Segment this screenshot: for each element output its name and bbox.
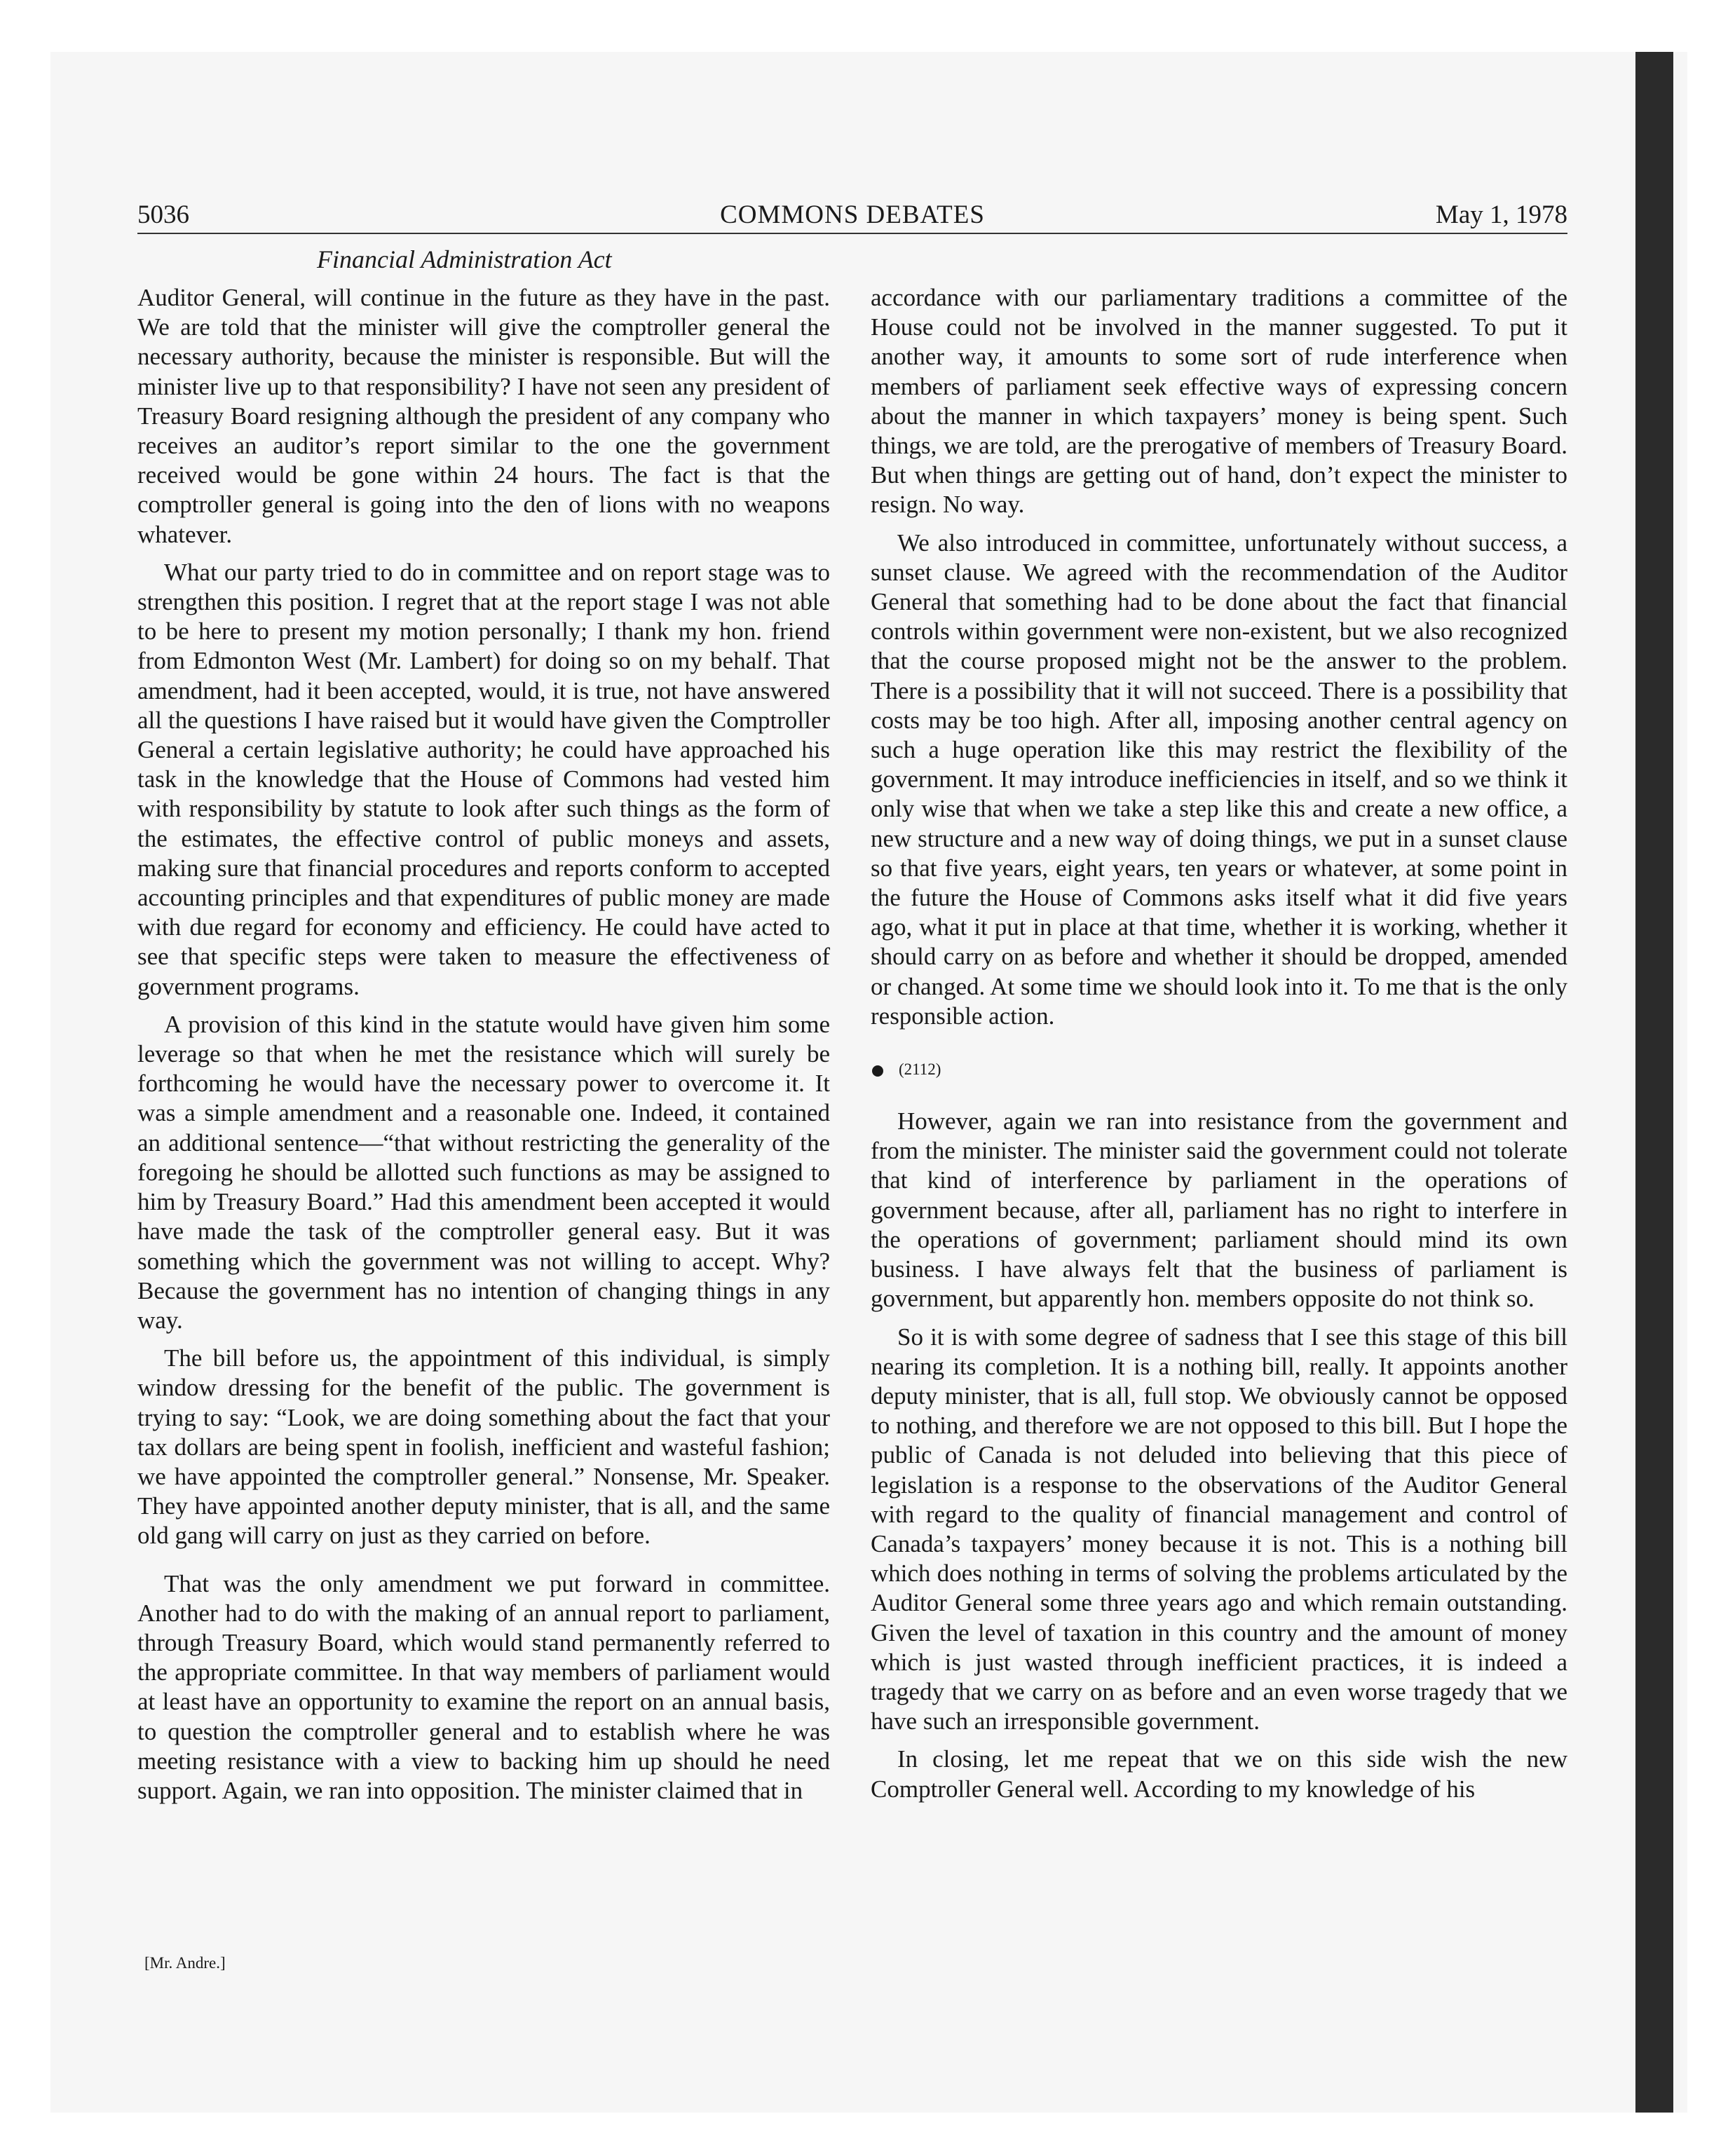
left-column <box>137 283 830 1806</box>
publication-date: May 1, 1978 <box>1435 200 1567 229</box>
paragraph: What our party tried to do in committee and on report stage was to strengthen this position. I regret that at the report stage I was not able to be here to present my motion personally; I thank my hon. friend from Edmonton West (Mr. Lambert) for doing so on my behalf. That amendment, had it been accepted, would, it is true, not have answered all the questions I have raised but it would have given the Comptroller General a certain legislative authority; he could have approached his task in the knowledge that the House of Commons had vested him with responsibility by statute to look after such things as the form of the estimates, the effective control of public moneys and assets, making sure that financial procedures and reports conform to accepted accounting principles and that expenditures of public money are made with due regard for economy and efficiency. He could have acted to see that specific steps were taken to measure the effectiveness of government programs. <box>137 558 830 1000</box>
page-header <box>137 198 1567 233</box>
section-title: Financial Administration Act <box>317 245 612 273</box>
paragraph: accordance with our parliamentary traditions a committee of the House could not be involved in the manner suggested. To put it another way, it amounts to some sort of rude interference when members of parliament seek effective ways of expressing concern about the manner in which taxpayers’ money is being spent. Such things, we are told, are the prerogative of members of Treasury Board. But when things are getting out of hand, don’t expect the minister to resign. No way. <box>871 284 1567 519</box>
header-rule <box>137 233 1567 234</box>
paragraph: However, again we ran into resistance from the government and from the minister. The minister said the government could not tolerate that kind of interference by parliament in the operations of government because, after all, parliament has no right to interfere in the operations of government; parliament should mind its own business. I have always felt that the business of parliament is government, but apparently hon. members opposite do not think so. <box>871 1107 1567 1313</box>
right-column <box>871 283 1567 1804</box>
paragraph: A provision of this kind in the statute would have given him some leverage so that when he met the resistance which will surely be forthcoming he would have the necessary power to overcome it. It was a simple amendment and a reasonable one. Indeed, it contained an additional sentence—“that without restricting the generality of the foregoing he should be allotted such functions as may be assigned to him by Treasury Board.” Had this amendment been accepted it would have made the task of the comptroller general easy. But it was something which the government was not willing to accept. Why? Because the government has no intention of changing things in any way. <box>137 1010 830 1334</box>
publication-title: COMMONS DEBATES <box>720 200 985 229</box>
paragraph: So it is with some degree of sadness that I see this stage of this bill nearing its completion. It is a nothing bill, really. It appoints another deputy minister, that is all, full stop. We obviously cannot be opposed to nothing, and therefore we are not opposed to this bill. But I hope the public of Canada is not deluded into believing that this piece of legislation is a response to the observations of the Auditor General with regard to the quality of financial management and control of Canada’s taxpayers’ money because it is not. This is a nothing bill which does nothing in terms of solving the problems articulated by the Auditor General some three years ago and which remain outstanding. Given the level of taxation in this country and the amount of money which is just wasted through inefficient practices, it is indeed a tragedy that we carry on as before and an even worse tragedy that we have such an irresponsible government. <box>871 1323 1567 1735</box>
speaker-note: [Mr. Andre.] <box>144 1954 226 1972</box>
paragraph: Auditor General, will continue in the future as they have in the past. We are told that the minister will give the comptroller general the necessary authority, because the minister is responsible. But will the minister live up to that responsibility? I have not seen any president of Treasury Board resigning although the president of any company who receives an auditor’s report similar to the one the government received would be gone within 24 hours. The fact is that the comptroller general is going into the den of lions with no weapons whatever. <box>137 284 830 548</box>
paragraph: The bill before us, the appointment of this individual, is simply window dressing for the benefit of the public. The government is trying to say: “Look, we are doing something about the fact that your tax dollars are being spent in foolish, inefficient and wasteful fashion; we have appointed the comptroller general.” Nonsense, Mr. Speaker. They have appointed another deputy minister, that is all, and the same old gang will carry on just as they carried on before. <box>137 1344 830 1550</box>
time-marker-label: (2112) <box>899 1060 941 1079</box>
time-marker <box>871 1059 1567 1080</box>
binding-edge <box>1635 52 1673 2113</box>
page-number: 5036 <box>137 200 189 229</box>
paragraph: We also introduced in committee, unfortunately without success, a sunset clause. We agreed with the recommendation of the Auditor General that something had to be done about the fact that financial controls within government were non-existent, but we also recognized that the course proposed might not be the answer to the problem. There is a possibility that it will not succeed. There is a possibility that costs may be too high. After all, imposing another central agency on such a huge operation like this may restrict the flexibility of the government. It may introduce inefficiencies in itself, and so we think it only wise that when we take a step like this and create a new office, a new structure and a new way of doing things, we put in a sunset clause so that five years, eight years, ten years or whatever, at some point in the future the House of Commons asks itself what it did five years ago, what it put in place at that time, whether it is working, whether it should carry on as before and whether it should be dropped, amended or changed. At some time we should look into it. To me that is the only responsible action. <box>871 528 1567 1030</box>
paragraph: In closing, let me repeat that we on this side wish the new Comptroller General well. According to my knowledge of his <box>871 1745 1567 1803</box>
paragraph: That was the only amendment we put forward in committee. Another had to do with the making of an annual report to parliament, through Treasury Board, which would stand permanently referred to the appropriate committee. In that way members of parliament would at least have an opportunity to examine the report on an annual basis, to question the comptroller general and to establish where he was meeting resistance with a view to backing him up should he need support. Again, we ran into opposition. The minister claimed that in <box>137 1569 830 1804</box>
bullet-icon <box>872 1065 883 1077</box>
